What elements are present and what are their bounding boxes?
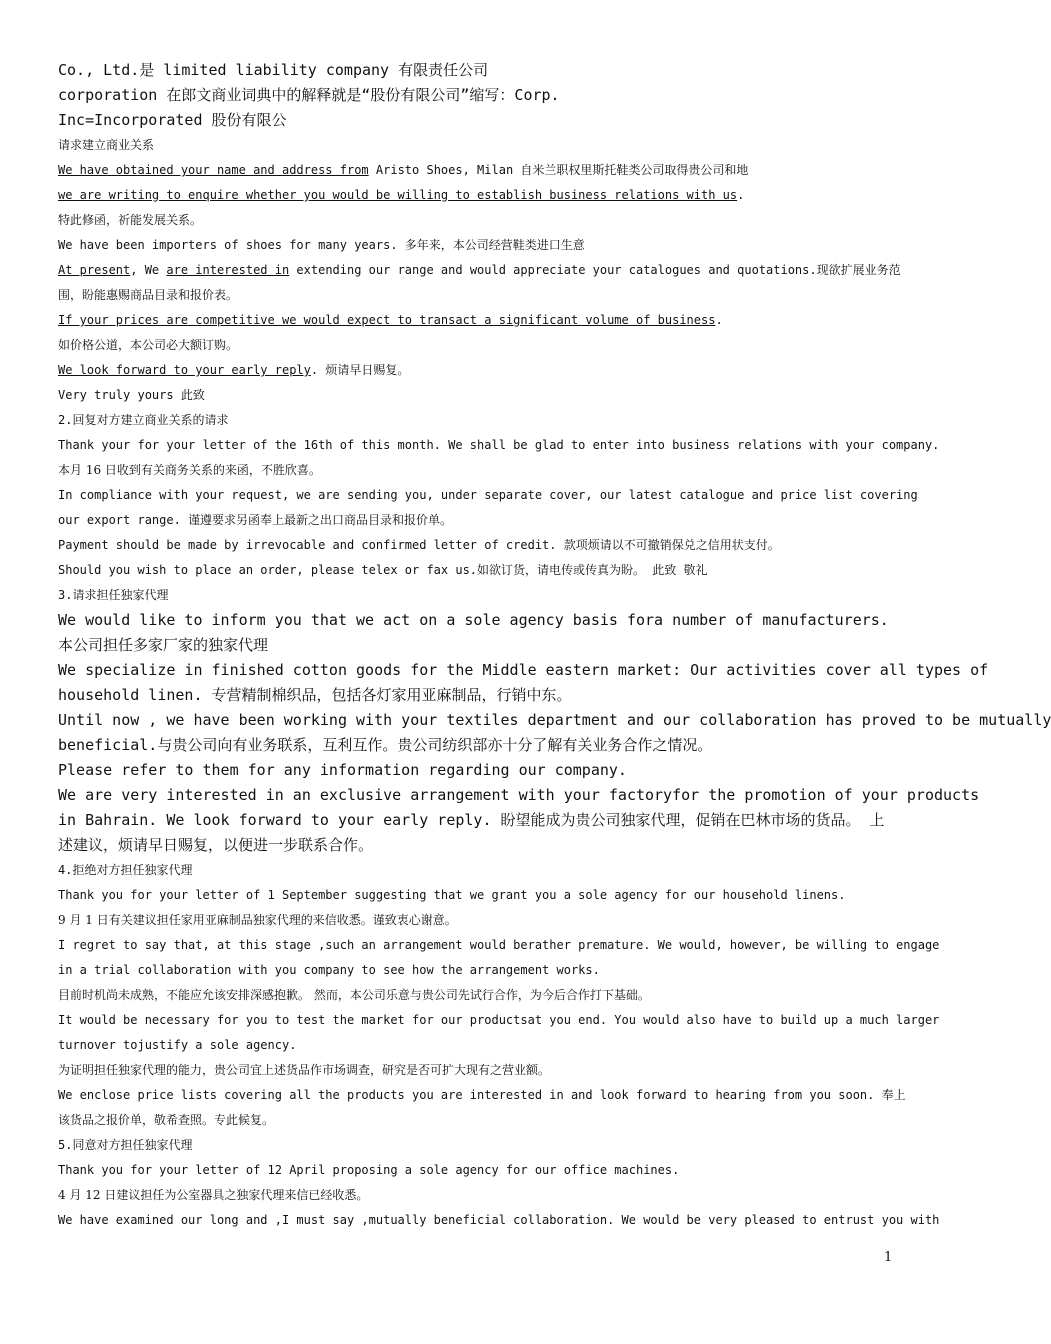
text-segment: Should you wish to place an order, please telex or fax us.如欲订货，请电传或传真为盼。 此致 敬礼 bbox=[58, 563, 708, 577]
text-segment: in a trial collaboration with you company to see how the arrangement works. bbox=[58, 963, 600, 977]
text-line bbox=[58, 1033, 894, 1058]
text-line bbox=[58, 533, 894, 558]
text-segment: 4 月 12 日建议担任为公室器具之独家代理来信已经收悉。 bbox=[58, 1188, 369, 1202]
text-segment: Payment should be made by irrevocable and confirmed letter of credit. 款项烦请以不可撤销保兑之信用状支付。 bbox=[58, 538, 780, 552]
text-line bbox=[58, 183, 894, 208]
text-segment: 本月 16 日收到有关商务关系的来函，不胜欣喜。 bbox=[58, 463, 321, 477]
text-segment: household linen. 专营精制棉织品，包括各灯家用亚麻制品，行销中东。 bbox=[58, 686, 572, 704]
text-line bbox=[58, 908, 894, 933]
underlined-text: If your prices are competitive we would expect to transact a significant volume of business bbox=[58, 313, 716, 327]
text-line bbox=[58, 233, 894, 258]
text-segment: 目前时机尚未成熟，不能应允该安排深感抱歉。 然而，本公司乐意与贵公司先试行合作，为今后合作打下基础。 bbox=[58, 988, 650, 1002]
text-segment: Inc=Incorporated 股份有限公 bbox=[58, 111, 287, 129]
underlined-text: We look forward to your early reply bbox=[58, 363, 311, 377]
text-segment: our export range. 谨遵要求另函奉上最新之出口商品目录和报价单。 bbox=[58, 513, 453, 527]
text-line bbox=[58, 1183, 894, 1208]
text-line bbox=[58, 333, 894, 358]
text-segment: . bbox=[715, 313, 723, 327]
text-line bbox=[58, 933, 940, 958]
text-line bbox=[58, 808, 894, 833]
text-segment: . bbox=[737, 188, 745, 202]
text-line bbox=[58, 158, 894, 183]
text-segment: Please refer to them for any information regarding our company. bbox=[58, 761, 627, 779]
text-segment: We would like to inform you that we act on a sole agency basis fora number of manufacturers. bbox=[58, 611, 889, 629]
text-segment: 本公司担任多家厂家的独家代理 bbox=[58, 636, 269, 654]
text-segment: 为证明担任独家代理的能力，贵公司宜上述货品作市场调查，研究是否可扩大现有之营业额。 bbox=[58, 1063, 551, 1077]
text-segment: I regret to say that, at this stage ,such an arrangement would berather premature. We would, however, be willing to engage bbox=[58, 938, 940, 952]
text-line bbox=[58, 558, 894, 583]
text-segment: Very truly yours 此致 bbox=[58, 388, 205, 402]
text-line bbox=[58, 508, 894, 533]
underlined-text: At present bbox=[58, 263, 131, 277]
text-segment: We have been importers of shoes for many years. 多年来，本公司经营鞋类进口生意 bbox=[58, 238, 585, 252]
text-line bbox=[58, 1008, 940, 1033]
text-line bbox=[58, 483, 918, 508]
text-segment: 特此修函，祈能发展关系。 bbox=[58, 213, 203, 227]
text-segment: Thank you for your letter of 1 September suggesting that we grant you a sole agency for our household linens. bbox=[58, 888, 846, 902]
text-line bbox=[58, 683, 894, 708]
text-segment: 4.拒绝对方担任独家代理 bbox=[58, 863, 193, 877]
text-segment: beneficial.与贵公司向有业务联系，互利互作。贵公司纺织部亦十分了解有关业务合作之情况。 bbox=[58, 736, 713, 754]
text-segment: 如价格公道，本公司必大额订购。 bbox=[58, 338, 239, 352]
text-segment: Aristo Shoes, Milan 自米兰职权里斯托鞋类公司取得贵公司和地 bbox=[368, 163, 749, 177]
text-line bbox=[58, 633, 894, 658]
page-number: 1 bbox=[884, 1250, 893, 1265]
text-segment: 2.回复对方建立商业关系的请求 bbox=[58, 413, 229, 427]
text-line bbox=[58, 408, 894, 433]
text-line bbox=[58, 283, 894, 308]
text-line bbox=[58, 208, 894, 233]
underlined-text: we are writing to enquire whether you would be willing to establish business relations with us bbox=[58, 188, 738, 202]
text-segment: corporation 在郎文商业词典中的解释就是“股份有限公司”缩写：Corp. bbox=[58, 86, 560, 104]
text-line bbox=[58, 958, 894, 983]
text-segment: 9 月 1 日有关建议担任家用亚麻制品独家代理的来信收悉。谨致衷心谢意。 bbox=[58, 913, 457, 927]
text-segment: . 烦请早日赐复。 bbox=[310, 363, 410, 377]
text-segment: extending our range and would appreciate your catalogues and quotations.现欲扩展业务范 bbox=[289, 263, 901, 277]
text-segment: 围，盼能惠赐商品目录和报价表。 bbox=[58, 288, 239, 302]
document-body bbox=[58, 58, 1051, 1233]
text-segment: 请求建立商业关系 bbox=[58, 138, 155, 152]
text-segment: In compliance with your request, we are sending you, under separate cover, our latest catalogue and price list covering bbox=[58, 488, 918, 502]
text-segment: , We bbox=[130, 263, 167, 277]
text-line bbox=[58, 308, 894, 333]
text-segment: Thank your for your letter of the 16th of this month. We shall be glad to enter into business relations with your company. bbox=[58, 438, 940, 452]
text-line bbox=[58, 1058, 894, 1083]
text-line bbox=[58, 608, 894, 633]
text-line bbox=[58, 383, 894, 408]
text-segment: 3.请求担任独家代理 bbox=[58, 588, 169, 602]
text-line bbox=[58, 1158, 894, 1183]
text-segment: turnover tojustify a sole agency. bbox=[58, 1038, 297, 1052]
text-segment: Thank you for your letter of 12 April proposing a sole agency for our office machines. bbox=[58, 1163, 680, 1177]
text-line bbox=[58, 1083, 906, 1108]
text-line bbox=[58, 583, 894, 608]
text-segment: Co., Ltd.是 limited liability company 有限责任公司 bbox=[58, 61, 489, 79]
text-line bbox=[58, 883, 894, 908]
text-line bbox=[58, 708, 1051, 733]
text-line bbox=[58, 1208, 940, 1233]
text-line bbox=[58, 83, 894, 108]
text-line bbox=[58, 458, 894, 483]
underlined-text: We have obtained your name and address from bbox=[58, 163, 369, 177]
text-line bbox=[58, 658, 989, 683]
text-line bbox=[58, 783, 980, 808]
text-line bbox=[58, 733, 894, 758]
text-line bbox=[58, 108, 894, 133]
text-segment: 5.同意对方担任独家代理 bbox=[58, 1138, 193, 1152]
text-line bbox=[58, 1108, 894, 1133]
text-line bbox=[58, 58, 894, 83]
text-segment: We specialize in finished cotton goods for the Middle eastern market: Our activities cover all types of bbox=[58, 661, 989, 679]
text-line bbox=[58, 858, 894, 883]
text-line bbox=[58, 833, 894, 858]
text-segment: in Bahrain. We look forward to your early reply. 盼望能成为贵公司独家代理，促销在巴林市场的货品。 上 bbox=[58, 811, 885, 829]
text-line bbox=[58, 258, 901, 283]
text-segment: Until now , we have been working with your textiles department and our collaboration has proved to be mutually bbox=[58, 711, 1051, 729]
text-line bbox=[58, 433, 940, 458]
underlined-text: are interested in bbox=[166, 263, 290, 277]
text-segment: 该货品之报价单，敬希查照。专此候复。 bbox=[58, 1113, 275, 1127]
text-segment: We enclose price lists covering all the products you are interested in and look forward to hearing from you soon. 奉上 bbox=[58, 1088, 906, 1102]
text-line bbox=[58, 358, 894, 383]
text-segment: We are very interested in an exclusive arrangement with your factoryfor the promotion of your products bbox=[58, 786, 980, 804]
text-segment: We have examined our long and ,I must say ,mutually beneficial collaboration. We would be very pleased to entrust you with bbox=[58, 1213, 940, 1227]
text-line bbox=[58, 1133, 894, 1158]
text-segment: It would be necessary for you to test the market for our productsat you end. You would also have to build up a much larger bbox=[58, 1013, 940, 1027]
text-segment: 述建议，烦请早日赐复，以便进一步联系合作。 bbox=[58, 836, 374, 854]
text-line bbox=[58, 983, 894, 1008]
text-line bbox=[58, 133, 894, 158]
text-line bbox=[58, 758, 894, 783]
